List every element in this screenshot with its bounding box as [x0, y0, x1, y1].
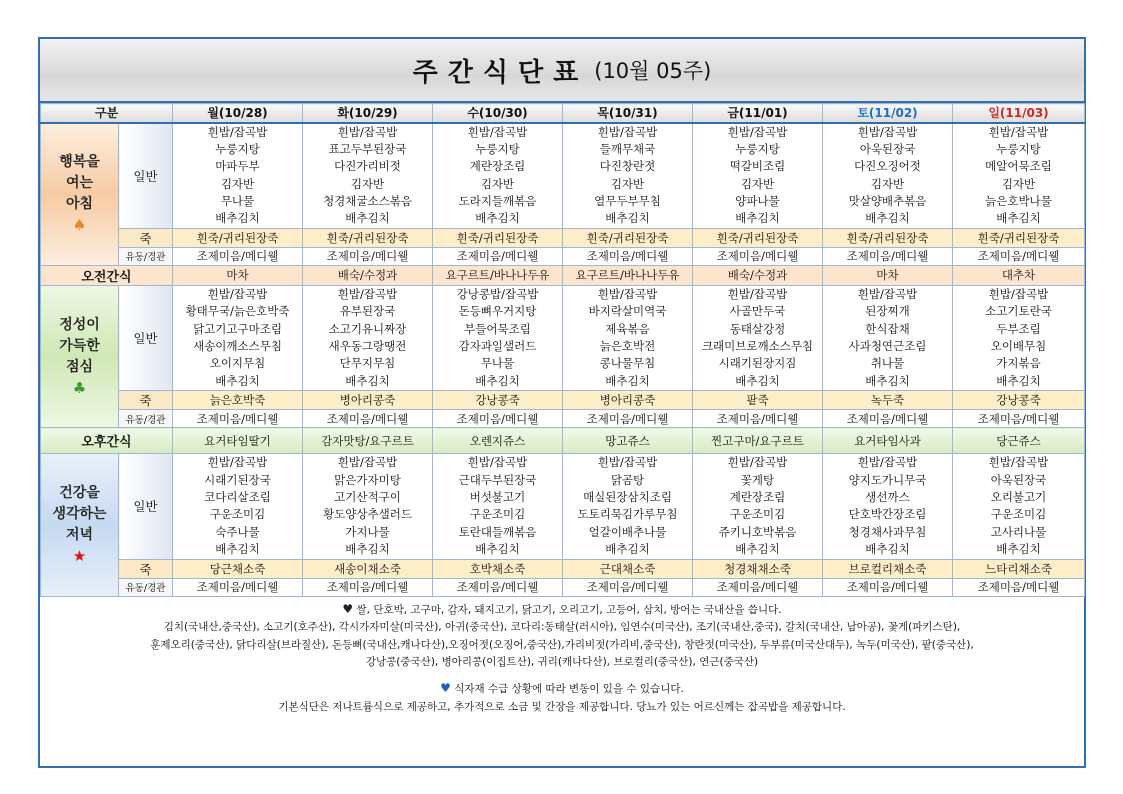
menu-item: 배추김치 [735, 211, 780, 226]
menu-item: 김자반 [480, 176, 515, 191]
drink-cell: 조제미음/메디웰 [173, 410, 303, 428]
day-header: 금(11/01) [693, 104, 823, 123]
menu-cell [303, 454, 433, 559]
menu-item: 도라지들깨볶음 [458, 194, 537, 209]
drink-label: 유동/경관 [119, 410, 173, 428]
menu-item: 쥬키니호박볶음 [718, 524, 797, 539]
general-label: 일반 [119, 123, 173, 229]
menu-item: 배추김치 [475, 542, 520, 557]
drink-label: 유동/경관 [119, 578, 173, 596]
menu-cell [303, 123, 433, 229]
juk-cell: 근대채소죽 [563, 559, 693, 578]
menu-item: 누룽지탕 [215, 141, 260, 156]
menu-item: 닭고기고구마조림 [193, 321, 282, 336]
menu-cell [823, 123, 953, 229]
menu-item: 배추김치 [215, 542, 260, 557]
juk-cell: 녹두죽 [823, 391, 953, 410]
meal-label-line: 건강을 [59, 484, 100, 501]
dinner-label [41, 454, 119, 596]
menu-item: 흰밥/잡곡밥 [597, 286, 658, 301]
menu-item: 아욱된장국 [859, 141, 916, 156]
meal-label-line: 여는 [65, 175, 94, 192]
lunch-label [41, 285, 119, 427]
menu-item: 누룽지탕 [475, 141, 520, 156]
juk-cell: 늙은호박죽 [173, 391, 303, 410]
menu-cell [433, 123, 563, 229]
menu-cell [173, 285, 303, 390]
snack-cell: 배숙/수정과 [303, 265, 433, 285]
spade-icon: ♠ [72, 216, 87, 235]
menu-item: 흰밥/잡곡밥 [857, 286, 918, 301]
breakfast-label [41, 123, 119, 266]
menu-item: 계란장조림 [469, 159, 526, 174]
day-header: 화(10/29) [303, 104, 433, 123]
drink-cell: 조제미음/메디웰 [823, 247, 953, 265]
snack-cell: 마차 [173, 265, 303, 285]
juk-label: 죽 [119, 228, 173, 247]
menu-item: 마파두부 [215, 159, 260, 174]
menu-item: 감자과일샐러드 [458, 339, 537, 354]
menu-item: 꽃게탕 [740, 472, 775, 487]
menu-item: 도토리묵김가루무침 [577, 507, 678, 522]
menu-item: 매실된장삼치조림 [583, 489, 672, 504]
menu-item: 단호박간장조림 [848, 507, 927, 522]
origin-heading-line [40, 601, 1084, 620]
change-notice-line [40, 680, 1084, 699]
breakfast-general-row [41, 123, 1085, 229]
pm_snack-label: 오후간식 [41, 428, 173, 454]
menu-cell [693, 454, 823, 559]
menu-item: 새우동그랑땡전 [328, 339, 407, 354]
menu-item: 배추김치 [475, 373, 520, 388]
am_snack-row [41, 265, 1085, 285]
menu-cell [823, 454, 953, 559]
drink-cell: 조제미음/메디웰 [563, 410, 693, 428]
menu-item: 김자반 [1001, 176, 1036, 191]
lunch-drink-row [41, 410, 1085, 428]
menu-item: 고기산적구이 [334, 489, 401, 504]
menu-item: 구운조미김 [990, 507, 1047, 522]
general-label: 일반 [119, 285, 173, 390]
menu-item: 닭곰탕 [610, 472, 645, 487]
menu-item: 사과청연근조림 [848, 339, 927, 354]
juk-cell: 당근채소죽 [173, 559, 303, 578]
menu-item: 메알어묵조림 [985, 159, 1052, 174]
menu-cell [953, 285, 1085, 390]
breakfast-juk-row [41, 228, 1085, 247]
menu-item: 양지도가니무국 [848, 472, 927, 487]
menu-item: 다진오징어젓 [854, 159, 921, 174]
menu-item: 김자반 [740, 176, 775, 191]
menu-item: 된장찌개 [865, 304, 910, 319]
meal-label-line: 점심 [65, 358, 94, 375]
menu-item: 배추김치 [345, 211, 390, 226]
juk-cell: 흰죽/귀리된장죽 [953, 228, 1085, 247]
menu-item: 토란대들깨볶음 [458, 524, 537, 539]
meal-label-line: 정성이 [59, 316, 100, 333]
menu-item: 배추김치 [345, 542, 390, 557]
menu-item: 고사리나물 [990, 524, 1047, 539]
menu-item: 얼갈이배추나물 [588, 524, 667, 539]
meal-label-line: 저녁 [65, 526, 94, 543]
snack-cell: 요구르트/바나나두유 [433, 265, 563, 285]
juk-cell: 강낭콩죽 [953, 391, 1085, 410]
menu-item: 청경채사과무침 [848, 524, 927, 539]
menu-item: 맛살양배추볶음 [848, 194, 927, 209]
menu-item: 단무지무침 [339, 356, 396, 371]
origin-line: 김치(국내산,중국산), 소고기(호주산), 각시가자미살(미국산), 아귀(중국산), 코다리:동태살(러시아), 임연수(미국산), 조기(국내산,중국), 갈치(국내산, 남아공), 꽃게(파키스탄), [163, 621, 961, 634]
menu-item: 흰밥/잡곡밥 [727, 124, 788, 139]
menu-item: 새송이깨소스무침 [193, 339, 282, 354]
juk-cell: 흰죽/귀리된장죽 [563, 228, 693, 247]
category-header: 구분 [41, 104, 173, 123]
menu-item: 무나물 [220, 194, 255, 209]
snack-cell: 마차 [823, 265, 953, 285]
menu-item: 흰밥/잡곡밥 [207, 124, 268, 139]
juk-cell: 흰죽/귀리된장죽 [693, 228, 823, 247]
menu-item: 계란장조림 [729, 489, 786, 504]
menu-cell [823, 285, 953, 390]
menu-item: 취나물 [870, 356, 905, 371]
juk-cell: 청경채채소죽 [693, 559, 823, 578]
menu-item: 시래기된장국 [204, 472, 271, 487]
menu-item: 늙은호박나물 [985, 194, 1052, 209]
drink-cell: 조제미음/메디웰 [693, 578, 823, 596]
menu-cell [953, 123, 1085, 229]
snack-cell: 대추차 [953, 265, 1085, 285]
menu-cell [563, 454, 693, 559]
juk-label: 죽 [119, 559, 173, 578]
week-label: (10월 05주) [594, 59, 712, 83]
menu-item: 흰밥/잡곡밥 [337, 455, 398, 470]
pm_snack-row [41, 428, 1085, 454]
drink-cell: 조제미음/메디웰 [823, 410, 953, 428]
menu-cell [173, 454, 303, 559]
menu-item: 흰밥/잡곡밥 [207, 286, 268, 301]
menu-cell [953, 454, 1085, 559]
menu-item: 흰밥/잡곡밥 [988, 286, 1049, 301]
snack-cell: 요거타임딸기 [173, 428, 303, 454]
menu-sheet [38, 37, 1086, 768]
menu-item: 유부된장국 [339, 304, 396, 319]
menu-item: 두부조림 [996, 321, 1041, 336]
juk-label: 죽 [119, 391, 173, 410]
diet-notice: 기본식단은 저나트륨식으로 제공하고, 추가적으로 소금 및 간장을 제공합니다. 당뇨가 있는 어르신께는 잡곡밥을 제공합니다. [278, 700, 846, 713]
menu-item: 가지나물 [345, 524, 390, 539]
general-label: 일반 [119, 454, 173, 559]
menu-item: 배추김치 [605, 542, 650, 557]
menu-item: 김자반 [870, 176, 905, 191]
club-icon: ♣ [72, 378, 87, 397]
day-header: 토(11/02) [823, 104, 953, 123]
menu-item: 오이배무침 [990, 339, 1047, 354]
am_snack-label: 오전간식 [41, 265, 173, 285]
dinner-general-row [41, 454, 1085, 559]
menu-item: 콩나물무침 [599, 356, 656, 371]
menu-item: 아욱된장국 [990, 472, 1047, 487]
menu-cell [433, 454, 563, 559]
menu-item: 배추김치 [996, 373, 1041, 388]
drink-cell: 조제미음/메디웰 [303, 247, 433, 265]
menu-item: 흰밥/잡곡밥 [597, 124, 658, 139]
meal-label-line: 가득한 [59, 337, 100, 354]
dinner-drink-row [41, 578, 1085, 596]
heart-icon: ♥ [342, 601, 354, 616]
juk-cell: 병아리콩죽 [563, 391, 693, 410]
snack-cell: 배숙/수정과 [693, 265, 823, 285]
menu-item: 부들어묵조림 [464, 321, 531, 336]
menu-item: 떡갈비조림 [729, 159, 786, 174]
menu-item: 코다리살조림 [204, 489, 271, 504]
menu-item: 표고두부된장국 [328, 141, 407, 156]
menu-item: 김자반 [220, 176, 255, 191]
menu-item: 강낭콩밥/잡곡밥 [456, 286, 539, 301]
change-notice: 식자재 수급 상황에 따라 변동이 있을 수 있습니다. [454, 682, 684, 695]
juk-cell: 흰죽/귀리된장죽 [303, 228, 433, 247]
menu-item: 김자반 [610, 176, 645, 191]
menu-item: 청경채굴소스볶음 [323, 194, 412, 209]
menu-item: 흰밥/잡곡밥 [857, 455, 918, 470]
drink-cell: 조제미음/메디웰 [953, 578, 1085, 596]
menu-item: 오이지무침 [209, 356, 266, 371]
menu-item: 바지락살미역국 [588, 304, 667, 319]
menu-item: 흰밥/잡곡밥 [857, 124, 918, 139]
notes-section [40, 597, 1084, 717]
origin-heading: 쌀, 단호박, 고구마, 감자, 돼지고기, 닭고기, 오리고기, 고등어, 삼치, 방어는 국내산을 씁니다. [356, 603, 782, 616]
drink-cell: 조제미음/메디웰 [693, 410, 823, 428]
menu-item: 배추김치 [996, 542, 1041, 557]
menu-item: 흰밥/잡곡밥 [207, 455, 268, 470]
menu-cell [433, 285, 563, 390]
menu-item: 흰밥/잡곡밥 [467, 124, 528, 139]
juk-cell: 흰죽/귀리된장죽 [173, 228, 303, 247]
menu-item: 버섯불고기 [469, 489, 526, 504]
snack-cell: 당근쥬스 [953, 428, 1085, 454]
menu-item: 구운조미김 [209, 507, 266, 522]
menu-table [40, 103, 1085, 597]
menu-cell [303, 285, 433, 390]
heart-icon: ♥ [440, 680, 451, 695]
menu-item: 배추김치 [735, 542, 780, 557]
menu-cell [563, 285, 693, 390]
snack-cell: 망고쥬스 [563, 428, 693, 454]
menu-item: 흰밥/잡곡밥 [727, 286, 788, 301]
drink-cell: 조제미음/메디웰 [433, 578, 563, 596]
menu-item: 황도양상추샐러드 [323, 507, 412, 522]
menu-item: 배추김치 [865, 542, 910, 557]
menu-item: 소고기유니짜장 [328, 321, 407, 336]
meal-label-line: 생각하는 [52, 505, 107, 522]
juk-cell: 브로컬리채소죽 [823, 559, 953, 578]
menu-item: 흰밥/잡곡밥 [467, 455, 528, 470]
lunch-juk-row [41, 391, 1085, 410]
menu-item: 늙은호박전 [599, 339, 656, 354]
menu-item: 소고기토란국 [985, 304, 1052, 319]
menu-item: 흰밥/잡곡밥 [988, 124, 1049, 139]
menu-item: 양파나물 [735, 194, 780, 209]
menu-item: 다진가리비젓 [334, 159, 401, 174]
menu-item: 배추김치 [345, 373, 390, 388]
breakfast-drink-row [41, 247, 1085, 265]
menu-item: 제육볶음 [605, 321, 650, 336]
menu-item: 누룽지탕 [735, 141, 780, 156]
day-header: 목(10/31) [563, 104, 693, 123]
menu-item: 배추김치 [735, 373, 780, 388]
star-icon: ★ [72, 546, 87, 565]
juk-cell: 강낭콩죽 [433, 391, 563, 410]
menu-cell [693, 123, 823, 229]
meal-label-line: 행복을 [59, 154, 100, 171]
drink-cell: 조제미음/메디웰 [303, 578, 433, 596]
menu-item: 김자반 [350, 176, 385, 191]
menu-item: 동태살강정 [729, 321, 786, 336]
menu-item: 흰밥/잡곡밥 [337, 286, 398, 301]
drink-cell: 조제미음/메디웰 [433, 410, 563, 428]
snack-cell: 오렌지쥬스 [433, 428, 563, 454]
menu-item: 흰밥/잡곡밥 [337, 124, 398, 139]
juk-cell: 흰죽/귀리된장죽 [823, 228, 953, 247]
origin-line: 강낭콩(중국산), 병아리콩(이집트산), 귀리(캐나다산), 브로컬리(중국산), 연근(중국산) [365, 656, 759, 669]
header-row [41, 104, 1085, 123]
snack-cell: 찐고구마/요구르트 [693, 428, 823, 454]
drink-cell: 조제미음/메디웰 [823, 578, 953, 596]
menu-item: 크래미브로깨소스무침 [701, 339, 814, 354]
menu-item: 흰밥/잡곡밥 [988, 455, 1049, 470]
snack-cell: 요거타임사과 [823, 428, 953, 454]
menu-item: 구운조미김 [729, 507, 786, 522]
drink-cell: 조제미음/메디웰 [693, 247, 823, 265]
menu-cell [693, 285, 823, 390]
juk-cell: 흰죽/귀리된장죽 [433, 228, 563, 247]
juk-cell: 팥죽 [693, 391, 823, 410]
menu-item: 배추김치 [215, 373, 260, 388]
drink-cell: 조제미음/메디웰 [953, 247, 1085, 265]
drink-cell: 조제미음/메디웰 [173, 578, 303, 596]
menu-item: 들깨무채국 [599, 141, 656, 156]
menu-item: 숙주나물 [215, 524, 260, 539]
menu-item: 배추김치 [475, 211, 520, 226]
juk-cell: 느타리채소죽 [953, 559, 1085, 578]
menu-item: 황태무국/늙은호박죽 [185, 304, 290, 319]
origin-line: 훈제오리(중국산), 닭다리살(브라질산), 돈등뼈(국내산,캐나다산),오징어젓(오징어,중국산),가리비젓(가리비,중국산), 창란젓(미국산), 두부류(미국산대두), 녹두(미국산), 팥(중국산), [150, 638, 974, 651]
menu-item: 근대두부된장국 [458, 472, 537, 487]
juk-cell: 새송이채소죽 [303, 559, 433, 578]
snack-cell: 요구르트/바나나두유 [563, 265, 693, 285]
menu-item: 돈등뼈우거지탕 [458, 304, 537, 319]
menu-item: 가지볶음 [996, 356, 1041, 371]
day-header: 수(10/30) [433, 104, 563, 123]
menu-item: 무나물 [480, 356, 515, 371]
menu-item: 생선까스 [865, 489, 910, 504]
day-header: 일(11/03) [953, 104, 1085, 123]
title-band [40, 39, 1084, 103]
menu-item: 배추김치 [996, 211, 1041, 226]
meal-label-line: 아침 [65, 196, 94, 213]
menu-item: 사골만두국 [729, 304, 786, 319]
snack-cell: 감자맛탕/요구르트 [303, 428, 433, 454]
menu-item: 맑은가자미탕 [334, 472, 401, 487]
drink-cell: 조제미음/메디웰 [433, 247, 563, 265]
menu-item: 배추김치 [605, 211, 650, 226]
menu-cell [173, 123, 303, 229]
drink-cell: 조제미음/메디웰 [953, 410, 1085, 428]
drink-label: 유동/경관 [119, 247, 173, 265]
drink-cell: 조제미음/메디웰 [173, 247, 303, 265]
menu-item: 다진창란젓 [599, 159, 656, 174]
day-header: 월(10/28) [173, 104, 303, 123]
menu-item: 배추김치 [865, 373, 910, 388]
menu-item: 한식잡채 [865, 321, 910, 336]
menu-item: 흰밥/잡곡밥 [727, 455, 788, 470]
menu-item: 배추김치 [215, 211, 260, 226]
drink-cell: 조제미음/메디웰 [563, 247, 693, 265]
menu-item: 배추김치 [605, 373, 650, 388]
juk-cell: 호박채소죽 [433, 559, 563, 578]
menu-item: 흰밥/잡곡밥 [597, 455, 658, 470]
drink-cell: 조제미음/메디웰 [303, 410, 433, 428]
menu-item: 구운조미김 [469, 507, 526, 522]
menu-item: 누룽지탕 [996, 141, 1041, 156]
menu-item: 오리불고기 [990, 489, 1047, 504]
juk-cell: 병아리콩죽 [303, 391, 433, 410]
drink-cell: 조제미음/메디웰 [563, 578, 693, 596]
lunch-general-row [41, 285, 1085, 390]
menu-cell [563, 123, 693, 229]
menu-item: 시래기된장지짐 [718, 356, 797, 371]
menu-item: 열무두부무침 [594, 194, 661, 209]
page-title: 주간식단표 [412, 57, 589, 88]
dinner-juk-row [41, 559, 1085, 578]
menu-item: 배추김치 [865, 211, 910, 226]
